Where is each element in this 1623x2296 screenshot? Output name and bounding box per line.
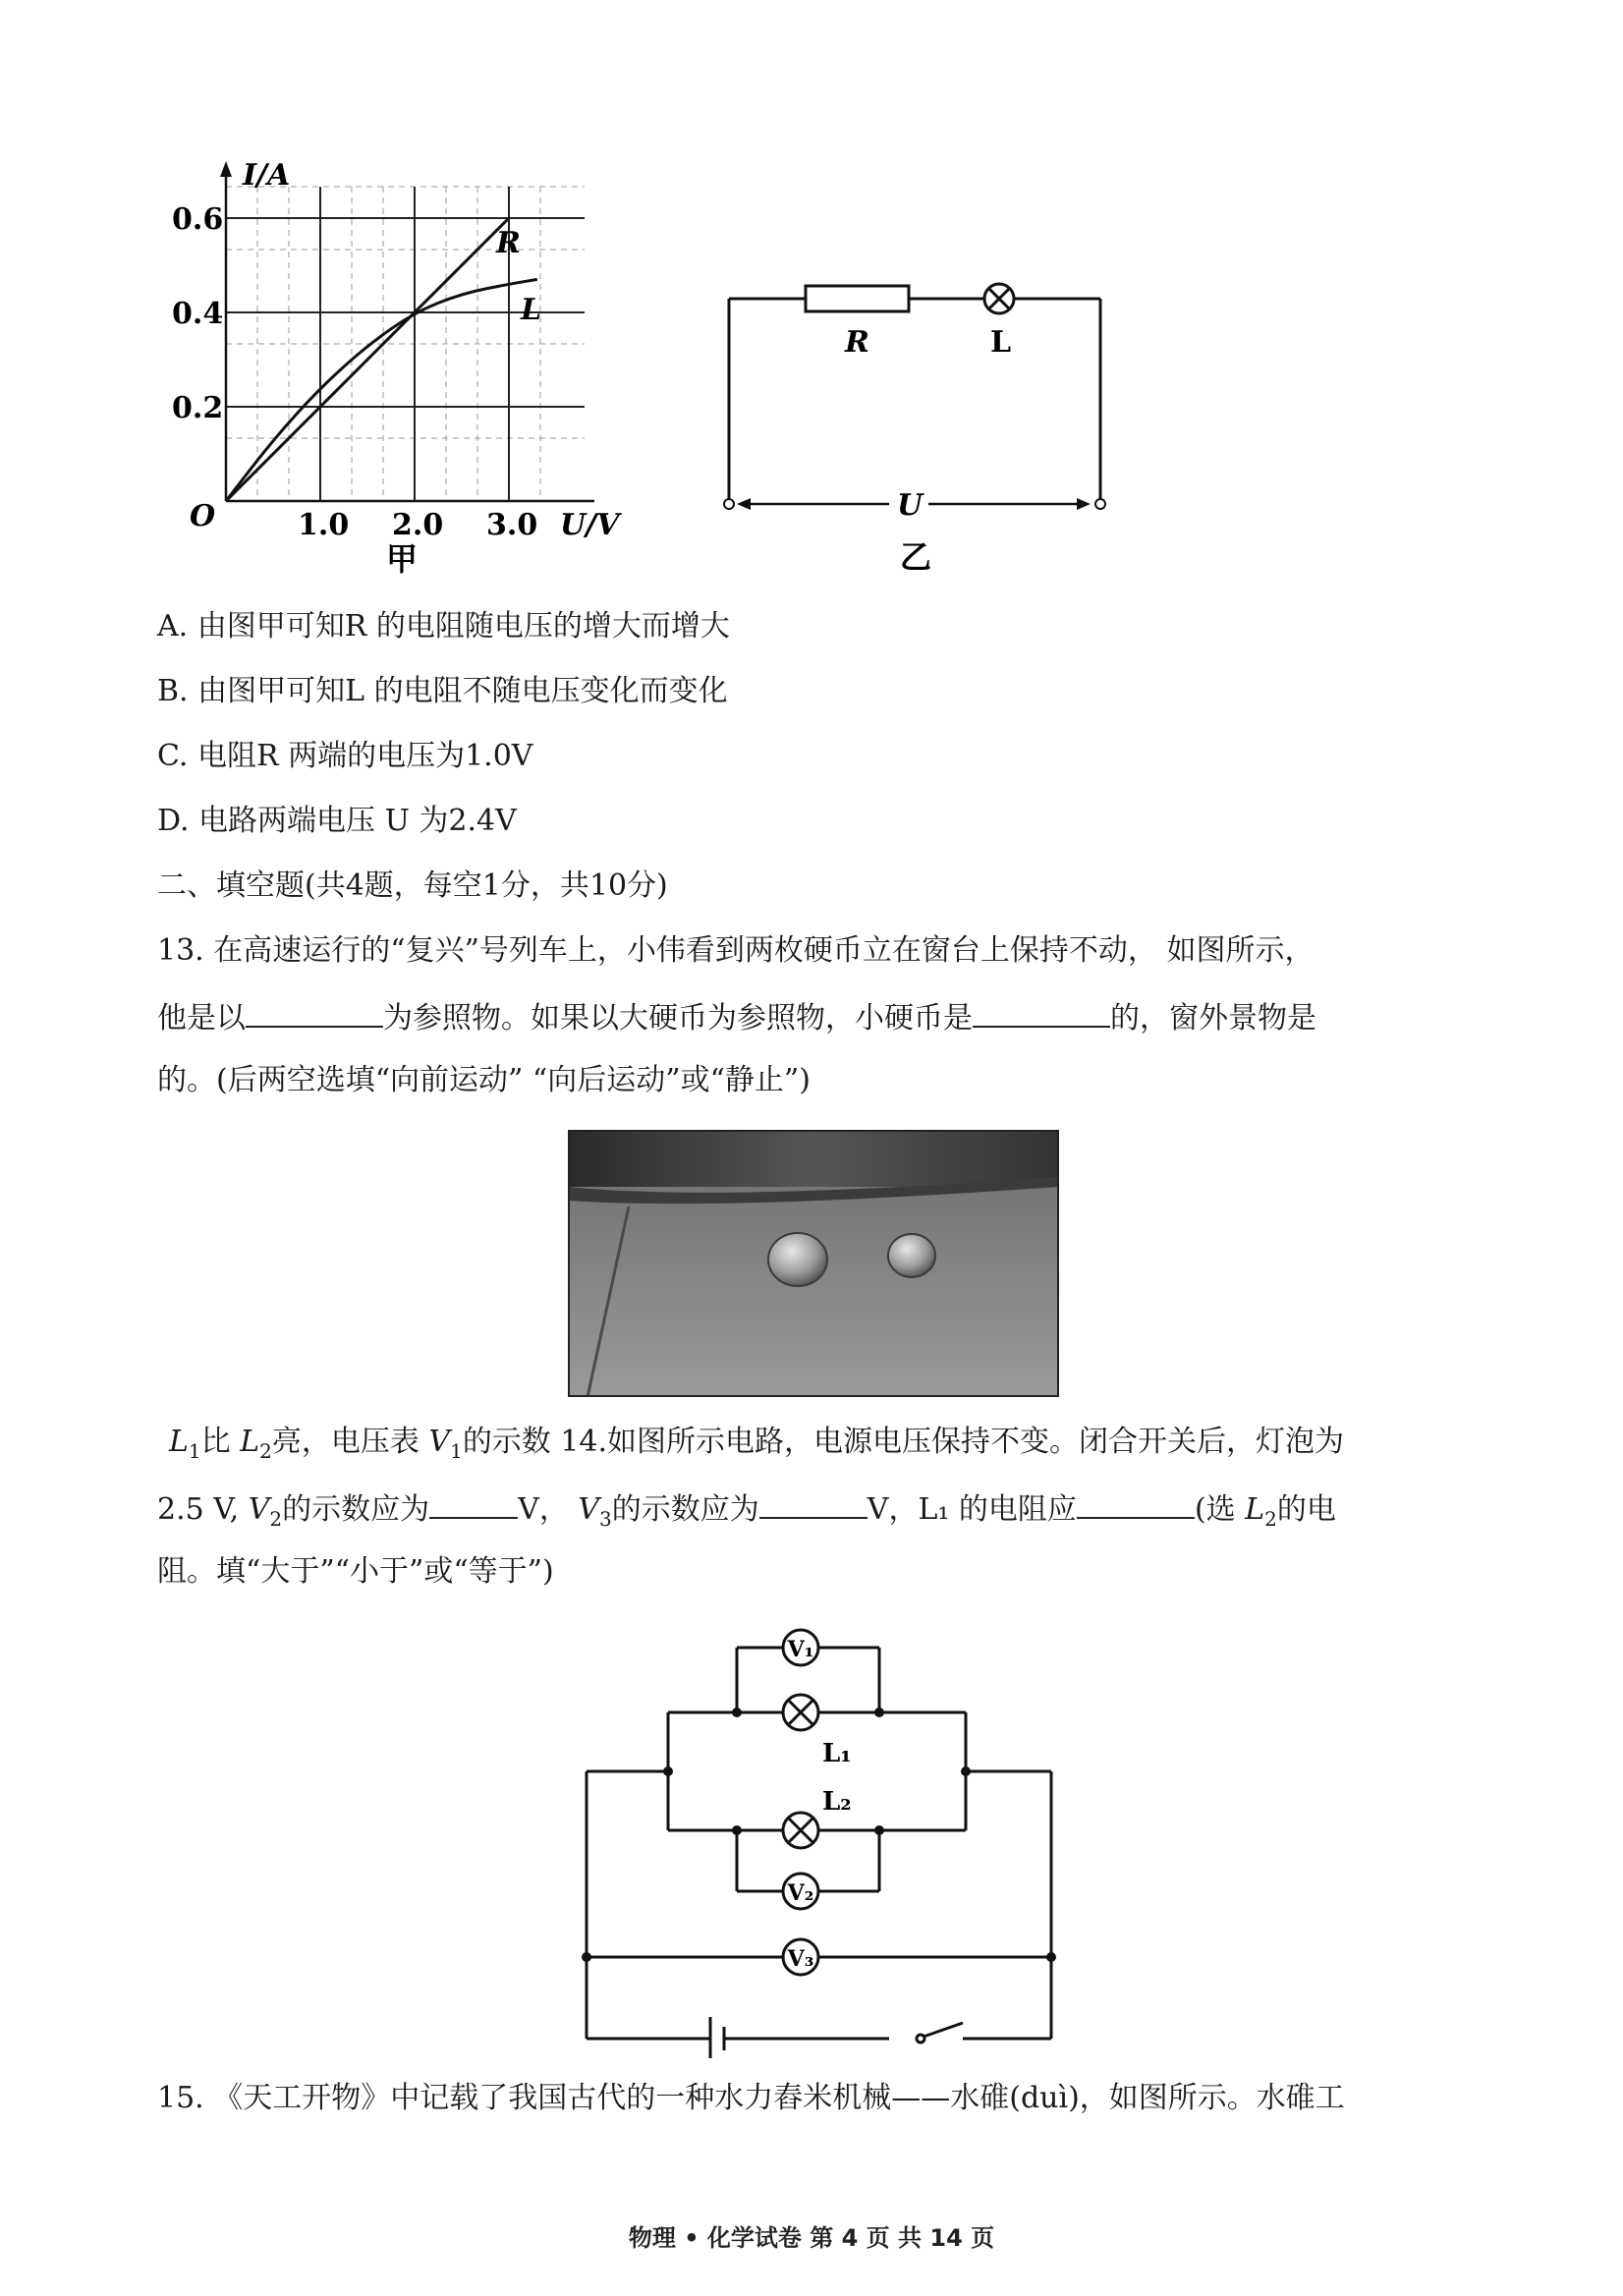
q14-sub: 3	[599, 1507, 612, 1531]
x-tick-label: 3.0	[486, 508, 538, 542]
lamp-l-icon	[984, 284, 1014, 313]
graph-caption: 甲	[386, 540, 419, 578]
q14-var: V	[248, 1492, 270, 1527]
q14-var: L	[1245, 1492, 1265, 1527]
voltmeter-v2-icon	[783, 1874, 818, 1909]
y-axis-label: I/A	[243, 158, 291, 193]
option-c: C. 电阻R 两端的电压为1.0V	[157, 739, 533, 773]
q14-blank-2[interactable]	[759, 1487, 867, 1519]
option-d: D. 电路两端电压 U 为2.4V	[157, 804, 517, 838]
q14-text: V，	[518, 1492, 569, 1527]
voltmeter-label: V₃	[787, 1946, 814, 1972]
arrow-head-left	[737, 498, 751, 510]
q13-blank-2[interactable]	[973, 996, 1110, 1028]
graph-grid	[226, 187, 585, 501]
y-tick-label: 0.4	[172, 297, 224, 331]
voltmeter-v3-icon	[783, 1939, 818, 1975]
terminal-left	[724, 499, 734, 509]
lamp-l2-icon	[783, 1813, 818, 1848]
q14-text: (选	[1194, 1492, 1236, 1527]
option-a: A. 由图甲可知R 的电阻随电压的增大而增大	[157, 609, 730, 644]
big-coin	[768, 1233, 827, 1286]
origin-label: O	[190, 499, 216, 533]
x-tick-label: 2.0	[392, 508, 444, 542]
graph-axes	[226, 171, 594, 501]
q14-sub: 2	[1264, 1507, 1277, 1531]
q14-text: V，L₁ 的电阻应	[867, 1492, 1077, 1527]
coins-photo	[568, 1130, 1059, 1397]
q14-var: L	[169, 1425, 189, 1459]
q13-text: 他是以	[157, 1001, 246, 1036]
q14-text: 的示数 14.如图所示电路，电源电压保持不变。闭合开关后，灯泡为	[462, 1425, 1345, 1459]
q14-text: 的示数应为	[282, 1492, 430, 1527]
battery-icon	[710, 2017, 724, 2058]
q14-sub: 1	[188, 1439, 201, 1463]
q14-line3: 阻。填“大于”“小于”或“等于”)	[157, 1554, 554, 1589]
q13-blank-1[interactable]	[246, 996, 383, 1028]
voltmeter-label: V₂	[787, 1880, 814, 1906]
q14-blank-3[interactable]	[1077, 1487, 1195, 1519]
q14-blank-1[interactable]	[429, 1487, 518, 1519]
q13-text: 的，窗外景物是	[1110, 1001, 1316, 1036]
q13-line2	[157, 996, 1316, 1038]
series-line-r	[226, 218, 509, 501]
option-b: B. 由图甲可知L 的电阻不随电压变化而变化	[157, 674, 728, 708]
y-tick-label: 0.2	[172, 391, 224, 425]
lamp-l1-icon	[783, 1695, 818, 1730]
q14-text: 的电	[1276, 1492, 1336, 1527]
q13-text: 为参照物。如果以大硬币为参照物，小硬币是	[383, 1001, 973, 1036]
q14-var: V	[578, 1492, 600, 1527]
terminal-right	[1095, 499, 1105, 509]
y-tick-label: 0.6	[172, 202, 224, 237]
switch-icon	[917, 2023, 963, 2043]
lamp-label: L₁	[822, 1739, 852, 1768]
q14-sub: 2	[269, 1507, 283, 1531]
voltmeter-label: V₁	[787, 1637, 814, 1662]
q15-line1: 15. 《天工开物》中记载了我国古代的一种水力舂米机械——水碓(duì)，如图所示。水碓工	[157, 2081, 1345, 2115]
resistor-r	[806, 286, 909, 311]
lamp-label: L₂	[822, 1787, 852, 1817]
q14-var: L	[240, 1425, 260, 1459]
q14-text: 亮，电压表	[271, 1425, 420, 1459]
q14-line2	[157, 1487, 1336, 1539]
circuit-wires	[729, 299, 1100, 499]
curve-label-l: L	[521, 293, 542, 327]
q14-var: V	[428, 1425, 451, 1459]
voltmeter-v1-icon	[783, 1630, 818, 1665]
resistor-label: R	[845, 325, 869, 360]
circuit2-wires	[587, 1648, 1051, 2039]
x-tick-label: 1.0	[298, 508, 350, 542]
q14-sub: 2	[259, 1439, 272, 1463]
x-axis-label: U/V	[560, 508, 620, 542]
lamp-label: L	[990, 325, 1012, 360]
iu-graph	[162, 157, 653, 580]
section-heading: 二、填空题(共4题，每空1分，共10分)	[157, 868, 668, 903]
voltmeter-circuit	[575, 1626, 1066, 2058]
q14-text: 比	[200, 1425, 231, 1459]
circuit-caption: 乙	[900, 538, 932, 570]
q13-line3: 的。(后两空选填“向前运动” “向后运动”或“静止”)	[157, 1063, 811, 1097]
arrow-head-right	[1077, 498, 1091, 510]
q14-text: 2.5 V,	[157, 1492, 240, 1527]
series-circuit	[717, 275, 1130, 570]
voltage-label: U	[897, 488, 923, 523]
small-coin	[888, 1234, 935, 1277]
window-frame	[568, 1130, 1059, 1187]
curve-label-r: R	[496, 226, 521, 260]
page-footer: 物理 • 化学试卷 第 4 页 共 14 页	[628, 2224, 995, 2252]
q14-text: 的示数应为	[611, 1492, 759, 1527]
y-axis-arrow	[220, 161, 232, 177]
q14-sub: 1	[450, 1439, 463, 1463]
q14-line1	[169, 1423, 1344, 1471]
q13-line1: 13. 在高速运行的“复兴”号列车上，小伟看到两枚硬币立在窗台上保持不动， 如图所示，	[157, 933, 1315, 968]
